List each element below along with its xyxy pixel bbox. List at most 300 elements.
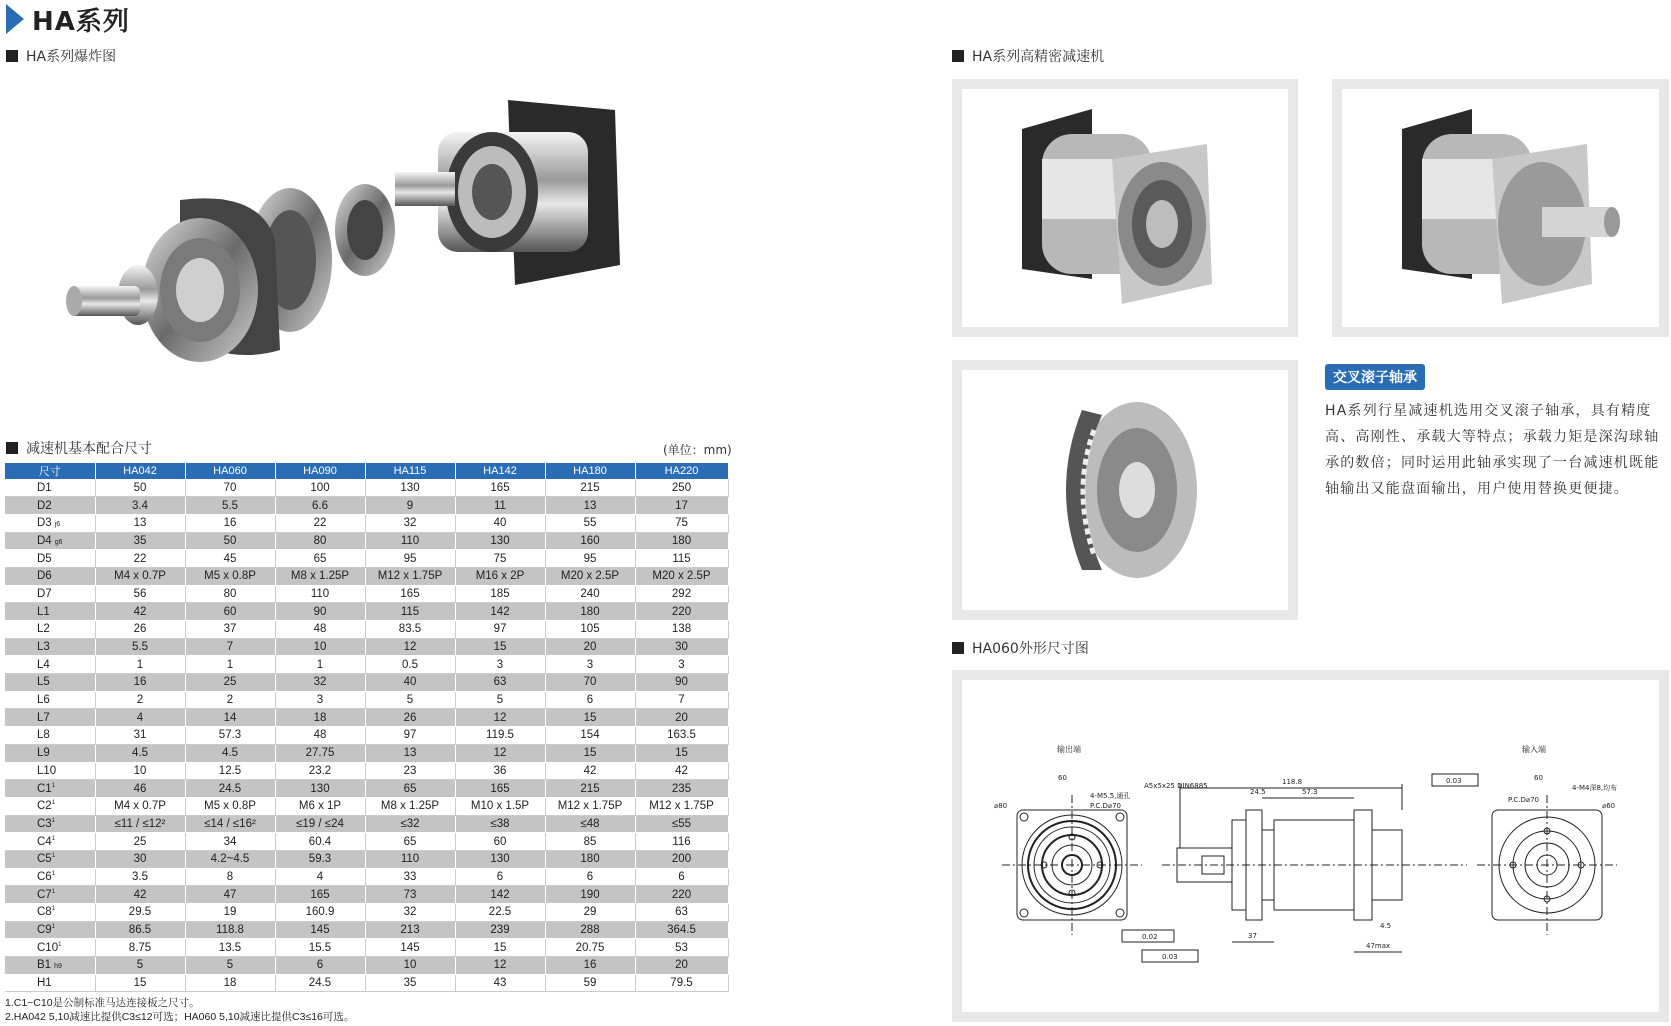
table-cell-value: 42 (545, 762, 635, 780)
table-header-model: HA115 (365, 463, 455, 479)
table-cell-dimension (5, 850, 95, 868)
table-cell-value: 1 (95, 656, 185, 674)
table-cell-value: 13 (545, 497, 635, 515)
table-row (5, 762, 728, 780)
table-cell-value: 80 (275, 532, 365, 550)
table-cell-value: 30 (635, 638, 728, 656)
table-cell-value: 2 (95, 691, 185, 709)
table-cell-value: 5 (185, 957, 275, 975)
table-cell-value: 12 (455, 957, 545, 975)
table-cell-value: 12.5 (185, 762, 275, 780)
table-header-model: HA090 (275, 463, 365, 479)
dimension-tolerance: j6 (54, 521, 61, 529)
table-cell-value: 19 (185, 904, 275, 922)
table-cell-value: M20 x 2.5P (545, 567, 635, 585)
table-cell-value: 48 (275, 727, 365, 745)
dimension-table (5, 463, 729, 992)
table-cell-value: 73 (365, 886, 455, 904)
table-cell-dimension (5, 585, 95, 603)
table-cell-value: 12 (365, 638, 455, 656)
table-cell-value: 6 (545, 691, 635, 709)
table-cell-dimension (5, 886, 95, 904)
dimension-superscript: 1 (51, 782, 56, 789)
table-cell-dimension (5, 762, 95, 780)
square-bullet-icon (6, 50, 18, 62)
table-cell-value: M10 x 1.5P (455, 797, 545, 815)
exploded-view-image (60, 90, 680, 390)
reducer-flange-output-image (962, 89, 1288, 327)
table-cell-value: 115 (635, 550, 728, 568)
table-cell-value: 35 (365, 974, 455, 992)
table-cell-value: 33 (365, 868, 455, 886)
drawing-dia-60: ⌀60 (1602, 802, 1616, 810)
table-cell-value: 27.75 (275, 744, 365, 762)
table-row (5, 550, 728, 568)
table-cell-dimension (5, 815, 95, 833)
table-cell-value: 15.5 (275, 939, 365, 957)
section-precision-label: HA系列高精密减速机 (972, 49, 1105, 65)
dimension-superscript: 1 (58, 941, 62, 948)
table-cell-value: 22 (95, 550, 185, 568)
section-outline-label: HA060外形尺寸图 (972, 641, 1089, 657)
table-cell-value: 48 (275, 621, 365, 639)
table-cell-value: 15 (545, 744, 635, 762)
table-cell-value: 56 (95, 585, 185, 603)
table-cell-value: 4.5 (185, 744, 275, 762)
table-cell-value: 10 (365, 957, 455, 975)
dimension-label: D1 (37, 481, 52, 494)
table-cell-value: 6 (545, 868, 635, 886)
table-cell-value: 85 (545, 833, 635, 851)
table-cell-value: M12 x 1.75P (635, 797, 728, 815)
table-cell-value: 47 (185, 886, 275, 904)
ha060-outline-drawing (962, 680, 1659, 1012)
table-cell-value: 32 (365, 904, 455, 922)
table-cell-value: 29.5 (95, 904, 185, 922)
table-cell-dimension (5, 797, 95, 815)
table-cell-value: 10 (275, 638, 365, 656)
title-arrow-icon (6, 4, 24, 34)
table-cell-value: 100 (275, 479, 365, 497)
table-cell-value: M12 x 1.75P (545, 797, 635, 815)
dimension-label: D2 (37, 499, 52, 512)
table-cell-value: 90 (635, 674, 728, 692)
table-cell-value: 180 (545, 603, 635, 621)
table-cell-value: 46 (95, 780, 185, 798)
table-cell-value: 86.5 (95, 921, 185, 939)
table-cell-value: 15 (635, 744, 728, 762)
table-cell-value: 4 (275, 868, 365, 886)
table-cell-value: 15 (455, 638, 545, 656)
table-cell-value: 163.5 (635, 727, 728, 745)
dimension-label: L8 (37, 729, 50, 742)
dimension-label: L3 (37, 641, 50, 654)
table-cell-value: 75 (635, 514, 728, 532)
table-cell-value: 75 (455, 550, 545, 568)
table-header-row (5, 463, 728, 479)
table-cell-value: 53 (635, 939, 728, 957)
table-cell-value: 130 (365, 479, 455, 497)
table-cell-dimension (5, 709, 95, 727)
table-cell-value: 90 (275, 603, 365, 621)
table-cell-value: 7 (635, 691, 728, 709)
table-cell-value: 215 (545, 479, 635, 497)
table-cell-value: 288 (545, 921, 635, 939)
note-2: 2.HA042 5,10减速比提供C3≤12可选；HA060 5,10减速比提供C3≤16可选。 (5, 1011, 355, 1023)
drawing-pcd-in: P.C.D⌀70 (1508, 796, 1539, 804)
table-cell-dimension (5, 656, 95, 674)
table-cell-value: M4 x 0.7P (95, 567, 185, 585)
table-cell-value: 119.5 (455, 727, 545, 745)
table-row (5, 656, 728, 674)
table-cell-value: 13 (95, 514, 185, 532)
table-cell-value: M8 x 1.25P (365, 797, 455, 815)
table-cell-value: 18 (185, 974, 275, 992)
table-row (5, 479, 728, 497)
table-cell-value: M20 x 2.5P (635, 567, 728, 585)
drawing-sq-in: 60 (1534, 774, 1543, 782)
table-cell-value: 165 (455, 780, 545, 798)
table-cell-value: ≤48 (545, 815, 635, 833)
table-cell-dimension (5, 780, 95, 798)
dimension-label: L2 (37, 623, 50, 636)
table-cell-value: 3.5 (95, 868, 185, 886)
table-cell-dimension (5, 939, 95, 957)
table-cell-value: 25 (95, 833, 185, 851)
table-cell-value: 115 (365, 603, 455, 621)
table-cell-dimension (5, 550, 95, 568)
table-cell-value: 16 (185, 514, 275, 532)
dimension-label: C2 (37, 800, 52, 813)
table-cell-value: ≤32 (365, 815, 455, 833)
table-cell-value: 105 (545, 621, 635, 639)
table-cell-dimension (5, 974, 95, 992)
dimension-label: C5 (37, 853, 52, 866)
table-row (5, 939, 728, 957)
table-cell-value: 3 (455, 656, 545, 674)
table-cell-value: 40 (365, 674, 455, 692)
table-header-model: HA180 (545, 463, 635, 479)
table-cell-value: 57.3 (185, 727, 275, 745)
dimension-superscript: 1 (51, 924, 56, 931)
table-row (5, 709, 728, 727)
table-cell-value: 190 (545, 886, 635, 904)
table-cell-value: 18 (275, 709, 365, 727)
table-cell-value: 110 (275, 585, 365, 603)
table-cell-value: 5 (455, 691, 545, 709)
table-cell-dimension (5, 957, 95, 975)
table-cell-value: 63 (635, 904, 728, 922)
table-header-model: HA220 (635, 463, 728, 479)
drawing-dim-d: 47max (1366, 942, 1391, 950)
table-cell-value: 142 (455, 603, 545, 621)
table-cell-value: 83.5 (365, 621, 455, 639)
table-cell-value: 213 (365, 921, 455, 939)
table-cell-value: 43 (455, 974, 545, 992)
section-dims-heading (6, 438, 152, 458)
drawing-dia-80: ⌀80 (994, 802, 1008, 810)
table-cell-value: 0.5 (365, 656, 455, 674)
table-cell-value: 145 (275, 921, 365, 939)
table-cell-value: 220 (635, 603, 728, 621)
table-cell-value: 6 (455, 868, 545, 886)
dimension-tolerance: h9 (54, 963, 62, 971)
table-cell-value: 16 (95, 674, 185, 692)
table-cell-dimension (5, 727, 95, 745)
table-cell-value: 13 (365, 744, 455, 762)
table-notes (5, 996, 354, 1024)
dimension-label: C7 (37, 888, 52, 901)
table-cell-value: 165 (455, 479, 545, 497)
table-cell-value: ≤19 / ≤24 (275, 815, 365, 833)
table-row (5, 850, 728, 868)
table-cell-value: 65 (365, 833, 455, 851)
table-cell-value: 20 (635, 709, 728, 727)
table-cell-value: 70 (545, 674, 635, 692)
table-cell-value: 22 (275, 514, 365, 532)
table-cell-value: 15 (455, 939, 545, 957)
table-cell-value: 40 (455, 514, 545, 532)
table-cell-dimension (5, 833, 95, 851)
table-cell-value: 59 (545, 974, 635, 992)
table-row (5, 886, 728, 904)
unit-label: (单位：mm) (663, 443, 732, 457)
table-cell-value: 185 (455, 585, 545, 603)
dimension-superscript: 1 (51, 800, 56, 807)
table-cell-value: 11 (455, 497, 545, 515)
drawing-tol-c: 0.03 (1162, 953, 1178, 961)
table-cell-value: 239 (455, 921, 545, 939)
table-cell-value: M5 x 0.8P (185, 567, 275, 585)
table-cell-value: 31 (95, 727, 185, 745)
table-cell-dimension (5, 479, 95, 497)
table-cell-value: 5 (365, 691, 455, 709)
dimension-label: D5 (37, 552, 52, 565)
dimension-label: H1 (37, 977, 52, 990)
section-exploded-label: HA系列爆炸图 (26, 49, 117, 65)
table-cell-value: 145 (365, 939, 455, 957)
section-precision-heading (952, 46, 1104, 66)
page-title (6, 2, 130, 36)
square-bullet-icon (952, 50, 964, 62)
table-cell-value: M5 x 0.8P (185, 797, 275, 815)
bearing-badge: 交叉滚子轴承 (1325, 364, 1425, 390)
table-cell-dimension (5, 868, 95, 886)
dimension-label: B1 (37, 959, 52, 972)
dimension-label: L1 (37, 605, 50, 618)
table-cell-value: ≤14 / ≤16² (185, 815, 275, 833)
table-cell-value: 35 (95, 532, 185, 550)
table-cell-value: 42 (95, 886, 185, 904)
dimension-label: L7 (37, 711, 50, 724)
table-cell-value: M4 x 0.7P (95, 797, 185, 815)
dimension-superscript: 1 (51, 871, 56, 878)
reducer-shaft-output-image (1342, 89, 1659, 327)
table-row (5, 974, 728, 992)
dimension-label: C9 (37, 924, 52, 937)
table-cell-value: 5 (95, 957, 185, 975)
dimension-superscript: 1 (51, 818, 56, 825)
table-cell-value: 16 (545, 957, 635, 975)
drawing-output-label: 输出端 (1057, 745, 1081, 754)
table-cell-value: 116 (635, 833, 728, 851)
table-cell-value: 50 (95, 479, 185, 497)
dimension-label: C8 (37, 906, 52, 919)
table-cell-value: 60 (455, 833, 545, 851)
table-header-dimension: 尺寸 (5, 463, 95, 479)
table-cell-value: 32 (275, 674, 365, 692)
table-cell-value: 2 (185, 691, 275, 709)
table-cell-dimension (5, 497, 95, 515)
drawing-key: A5x5x25 DIN6885 (1144, 782, 1208, 790)
table-cell-value: 25 (185, 674, 275, 692)
table-cell-value: 180 (545, 850, 635, 868)
table-cell-value: 65 (275, 550, 365, 568)
table-cell-value: 215 (545, 780, 635, 798)
table-cell-value: 240 (545, 585, 635, 603)
table-cell-value: 60 (185, 603, 275, 621)
table-cell-value: 26 (95, 621, 185, 639)
table-row (5, 833, 728, 851)
table-cell-value: 110 (365, 850, 455, 868)
table-row (5, 585, 728, 603)
table-cell-value: 160 (545, 532, 635, 550)
table-cell-value: 200 (635, 850, 728, 868)
table-cell-value: 30 (95, 850, 185, 868)
table-row (5, 921, 728, 939)
dimension-superscript: 1 (51, 853, 56, 860)
table-cell-value: ≤11 / ≤12² (95, 815, 185, 833)
table-cell-value: 70 (185, 479, 275, 497)
table-cell-value: 22.5 (455, 904, 545, 922)
table-cell-dimension (5, 904, 95, 922)
table-cell-value: 12 (455, 709, 545, 727)
drawing-dim-b: 57.3 (1302, 788, 1318, 796)
table-cell-value: 6 (635, 868, 728, 886)
dimension-label: C1 (37, 782, 52, 795)
table-cell-value: 364.5 (635, 921, 728, 939)
table-row (5, 621, 728, 639)
table-cell-value: 15 (545, 709, 635, 727)
table-cell-value: 118.8 (185, 921, 275, 939)
dimension-label: D3 (37, 517, 52, 530)
table-cell-value: 4 (95, 709, 185, 727)
table-cell-value: 55 (545, 514, 635, 532)
table-cell-value: M16 x 2P (455, 567, 545, 585)
table-row (5, 868, 728, 886)
table-cell-value: 1 (275, 656, 365, 674)
square-bullet-icon (952, 642, 964, 654)
table-cell-value: 8.75 (95, 939, 185, 957)
table-cell-value: 23.2 (275, 762, 365, 780)
table-row (5, 815, 728, 833)
table-cell-dimension (5, 567, 95, 585)
table-row (5, 957, 728, 975)
dimension-label: L10 (37, 764, 57, 777)
drawing-holes-out: 4-M5.5,通孔 (1090, 792, 1131, 800)
table-cell-value: 32 (365, 514, 455, 532)
table-cell-value: 13.5 (185, 939, 275, 957)
table-cell-dimension (5, 691, 95, 709)
drawing-dim-e: 4.5 (1380, 922, 1392, 930)
drawing-pcd-out: P.C.D⌀70 (1090, 802, 1121, 810)
table-cell-value: M6 x 1P (275, 797, 365, 815)
dimension-superscript: 1 (51, 835, 56, 842)
drawing-holes-in: 4-M4深8,均布 (1572, 784, 1618, 792)
table-row (5, 797, 728, 815)
dimension-label: C3 (37, 817, 52, 830)
drawing-tol-a: 0.03 (1446, 777, 1462, 785)
product-photo-panel-1 (952, 79, 1298, 337)
table-cell-value: 5.5 (95, 638, 185, 656)
table-cell-value: 42 (95, 603, 185, 621)
table-cell-dimension (5, 603, 95, 621)
table-cell-value: 292 (635, 585, 728, 603)
table-cell-value: 20 (545, 638, 635, 656)
table-row (5, 514, 728, 532)
dimension-superscript: 1 (51, 888, 56, 895)
dimension-label: D6 (37, 570, 52, 583)
table-row (5, 691, 728, 709)
table-cell-value: 235 (635, 780, 728, 798)
table-body (5, 479, 728, 992)
table-cell-value: 9 (365, 497, 455, 515)
note-1: 1.C1~C10是公制标准马达连接板之尺寸。 (5, 997, 200, 1009)
table-cell-value: 6.6 (275, 497, 365, 515)
square-bullet-icon (6, 442, 18, 454)
table-cell-value: 154 (545, 727, 635, 745)
table-cell-value: 20 (635, 957, 728, 975)
table-cell-value: M12 x 1.75P (365, 567, 455, 585)
table-cell-value: 3 (635, 656, 728, 674)
dimension-label: L5 (37, 676, 50, 689)
table-cell-value: 95 (365, 550, 455, 568)
table-cell-dimension (5, 744, 95, 762)
table-cell-value: 42 (635, 762, 728, 780)
page-title-text: HA系列 (32, 6, 130, 37)
dimension-label: L4 (37, 658, 50, 671)
table-cell-value: 8 (185, 868, 275, 886)
table-cell-value: 95 (545, 550, 635, 568)
section-dims-label: 减速机基本配合尺寸 (26, 441, 152, 457)
table-cell-dimension (5, 674, 95, 692)
table-row (5, 532, 728, 550)
table-cell-value: 24.5 (275, 974, 365, 992)
table-cell-value: 45 (185, 550, 275, 568)
table-cell-value: 37 (185, 621, 275, 639)
table-cell-dimension (5, 921, 95, 939)
table-cell-value: 180 (635, 532, 728, 550)
table-cell-value: 3.4 (95, 497, 185, 515)
table-cell-value: 130 (455, 532, 545, 550)
table-cell-value: 24.5 (185, 780, 275, 798)
table-cell-value: 138 (635, 621, 728, 639)
table-cell-value: 4.5 (95, 744, 185, 762)
table-cell-value: 63 (455, 674, 545, 692)
dimension-label: L9 (37, 747, 50, 760)
drawing-sq-out: 60 (1058, 774, 1067, 782)
table-cell-value: 29 (545, 904, 635, 922)
table-cell-value: 10 (95, 762, 185, 780)
table-cell-value: 4.2~4.5 (185, 850, 275, 868)
table-row (5, 638, 728, 656)
dimension-label: C4 (37, 835, 52, 848)
product-photo-panel-2 (1332, 79, 1669, 337)
table-cell-value: 250 (635, 479, 728, 497)
table-cell-value: 97 (365, 727, 455, 745)
drawing-dim-total: 118.8 (1282, 778, 1303, 786)
table-cell-value: 97 (455, 621, 545, 639)
